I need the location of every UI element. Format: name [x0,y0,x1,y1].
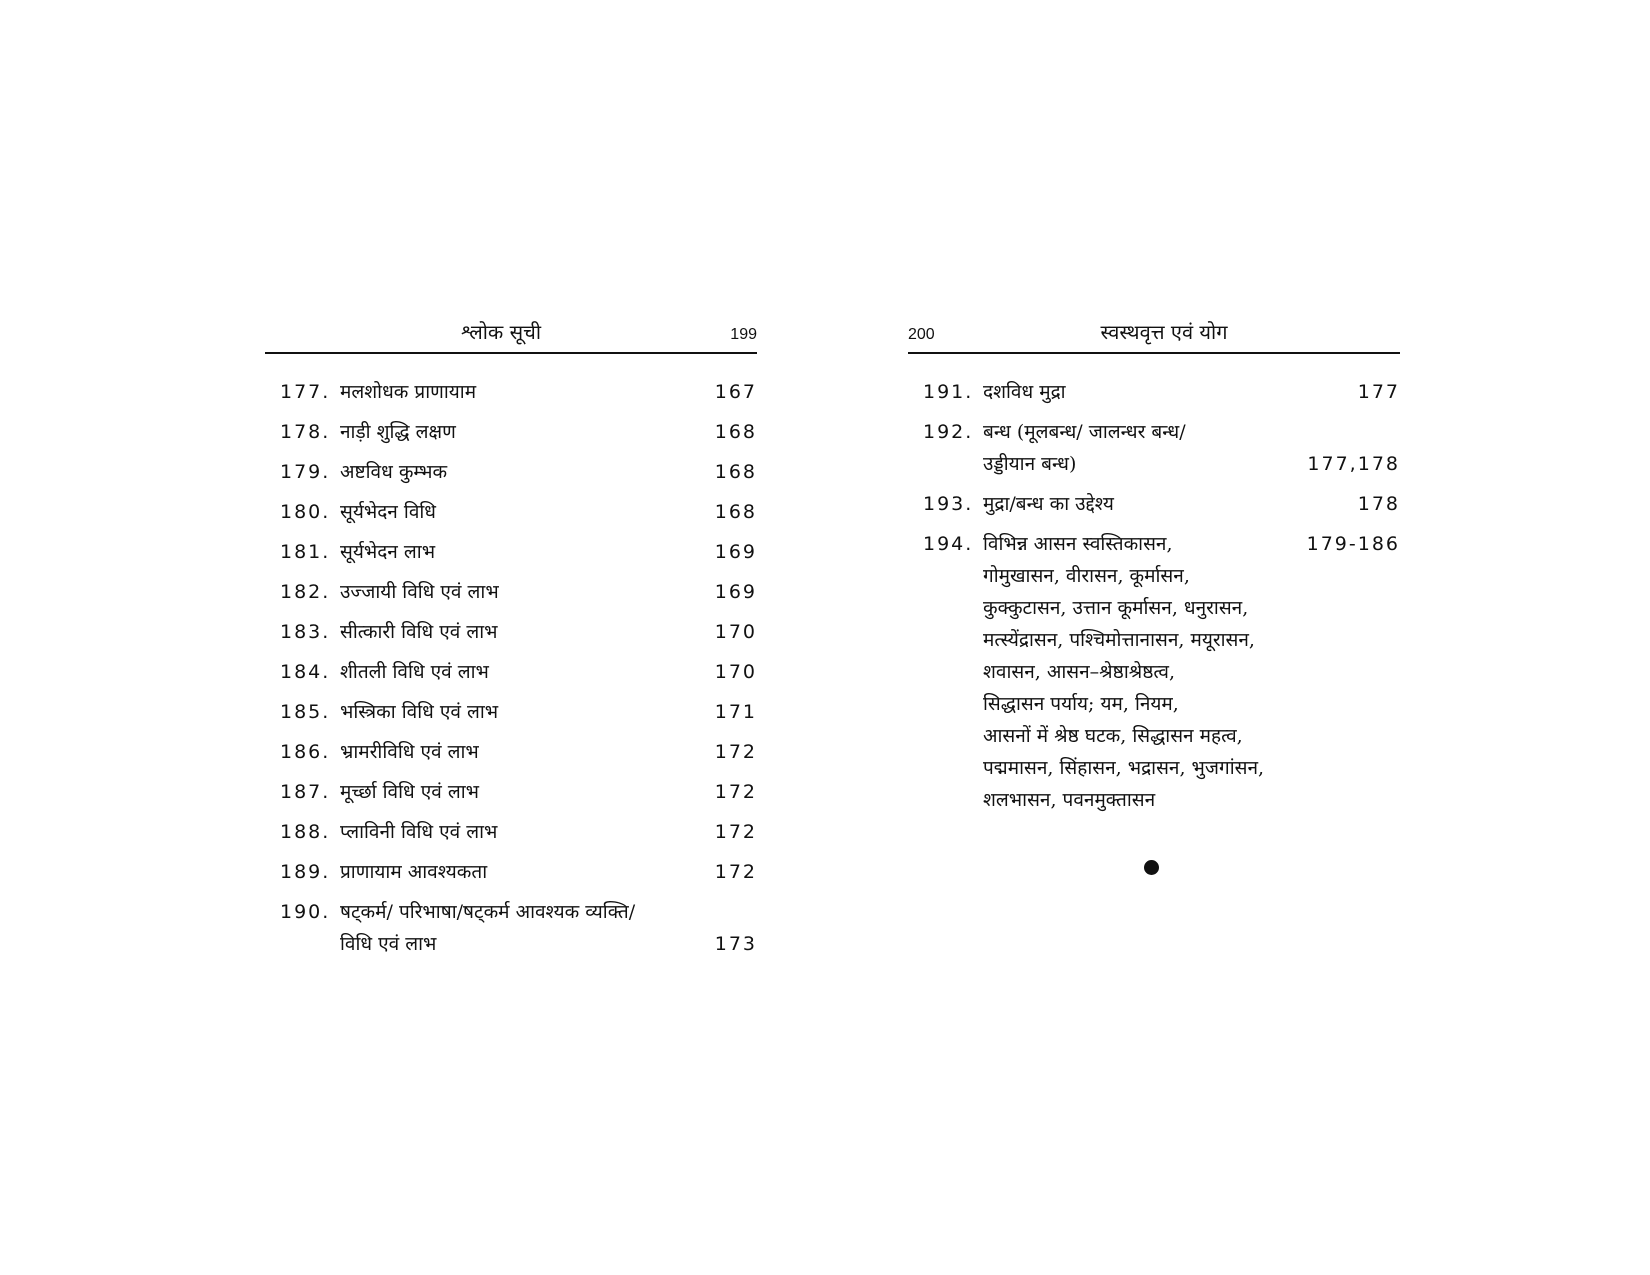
entry-title-line: नाड़ी शुद्धि लक्षण [340,421,456,443]
entry-number: 184. [280,661,331,683]
index-entry [265,656,757,688]
entry-title-line: शलभासन, पवनमुक्तासन [983,789,1156,811]
entry-number: 189. [280,861,331,883]
index-entry [908,488,1400,520]
entry-page-ref: 172 [714,781,757,803]
entry-title [340,696,687,728]
entry-page-ref: 168 [714,461,757,483]
entry-page-ref: 167 [714,381,757,403]
entry-number: 194. [923,533,974,555]
entry-number: 185. [280,701,331,723]
entry-title [340,896,687,960]
entry-title [983,376,1330,408]
entry-number: 180. [280,501,331,523]
entry-page-ref: 173 [714,933,757,955]
entry-title-line: सिद्धासन पर्याय; यम, नियम, [983,693,1179,715]
entry-title-line: कुक्कुटासन, उत्तान कूर्मासन, धनुरासन, [983,597,1249,619]
entry-title-line: भस्त्रिका विधि एवं लाभ [340,701,499,723]
index-entry [265,856,757,888]
index-entry [265,496,757,528]
entry-number: 183. [280,621,331,643]
entry-title-line: प्राणायाम आवश्यकता [340,861,488,883]
index-entry [265,776,757,808]
right-page-header [908,318,1400,354]
entry-title [983,488,1330,520]
entry-title-line: सूर्यभेदन लाभ [340,541,436,563]
entry-title [340,576,687,608]
entry-title [340,536,687,568]
entry-title [340,376,687,408]
entry-title-line: शवासन, आसन–श्रेष्ठाश्रेष्ठत्व, [983,661,1176,683]
entry-title-line: विधि एवं लाभ [340,933,437,955]
left-page-title: श्लोक सूची [460,320,542,344]
entry-number: 188. [280,821,331,843]
entry-number: 177. [280,381,331,403]
entry-title-line: प्लाविनी विधि एवं लाभ [340,821,498,843]
right-page-number: 200 [908,326,935,343]
entry-number: 191. [923,381,974,403]
index-entry [265,736,757,768]
entry-title [340,496,687,528]
left-page [265,318,757,968]
entry-title-line: मत्स्येंद्रासन, पश्चिमोत्तानासन, मयूरासन, [983,629,1255,651]
index-entry [908,376,1400,408]
end-bullet-icon [1144,860,1159,875]
entry-number: 178. [280,421,331,443]
entry-title-line: अष्टविध कुम्भक [340,461,448,483]
entry-title [340,856,687,888]
entry-page-ref: 171 [714,701,757,723]
entry-title-line: भ्रामरीविधि एवं लाभ [340,741,479,763]
entry-page-ref: 169 [714,581,757,603]
entry-title-line: मूर्च्छा विधि एवं लाभ [340,781,480,803]
index-entry [265,616,757,648]
entry-number: 181. [280,541,331,563]
entry-title [340,736,687,768]
index-entry [908,416,1400,480]
entry-title [983,416,1307,480]
left-page-header [265,318,757,354]
entry-title-line: आसनों में श्रेष्ठ घटक, सिद्धासन महत्व, [983,725,1243,747]
index-entry [265,816,757,848]
entry-title [340,416,687,448]
entry-number: 187. [280,781,331,803]
index-entry [265,576,757,608]
entry-title-line: गोमुखासन, वीरासन, कूर्मासन, [983,565,1190,587]
index-entry [265,376,757,408]
left-page-number: 199 [730,326,757,343]
entry-page-ref: 170 [714,661,757,683]
entry-page-ref: 177,178 [1307,453,1400,475]
index-entry [265,896,757,960]
entry-number: 186. [280,741,331,763]
entry-title [983,528,1307,816]
entry-number: 182. [280,581,331,603]
entry-page-ref: 172 [714,861,757,883]
entry-page-ref: 170 [714,621,757,643]
entry-title-line: षट्कर्म/ परिभाषा/षट्कर्म आवश्यक व्यक्ति/ [340,901,636,923]
right-index-list [908,376,1400,816]
entry-number: 190. [280,901,331,923]
left-index-list [265,376,757,960]
index-entry [908,528,1400,816]
right-page-title: स्वस्थवृत्त एवं योग [1100,320,1228,344]
entry-title [340,816,687,848]
entry-number: 179. [280,461,331,483]
entry-title-line: सूर्यभेदन विधि [340,501,436,523]
entry-title-line: उड्डीयान बन्ध) [983,453,1077,475]
entry-page-ref: 172 [714,821,757,843]
entry-title [340,776,687,808]
entry-page-ref: 172 [714,741,757,763]
entry-page-ref: 178 [1357,493,1400,515]
entry-page-ref: 177 [1357,381,1400,403]
entry-title [340,656,687,688]
entry-title [340,456,687,488]
entry-title-line: मुद्रा/बन्ध का उद्देश्य [983,493,1114,515]
entry-title-line: उज्जायी विधि एवं लाभ [340,581,499,603]
entry-number: 192. [923,421,974,443]
entry-page-ref: 169 [714,541,757,563]
entry-title-line: विभिन्न आसन स्वस्तिकासन, [983,533,1173,555]
entry-title-line: मलशोधक प्राणायाम [340,381,477,403]
entry-title [340,616,687,648]
index-entry [265,696,757,728]
entry-page-ref: 168 [714,421,757,443]
entry-title-line: शीतली विधि एवं लाभ [340,661,489,683]
index-entry [265,416,757,448]
index-entry [265,456,757,488]
index-entry [265,536,757,568]
entry-title-line: बन्ध (मूलबन्ध/ जालन्धर बन्ध/ [983,421,1186,443]
entry-page-ref: 168 [714,501,757,523]
entry-number: 193. [923,493,974,515]
entry-title-line: सीत्कारी विधि एवं लाभ [340,621,498,643]
entry-page-ref: 179-186 [1306,533,1400,555]
entry-title-line: पद्ममासन, सिंहासन, भद्रासन, भुजगांसन, [983,757,1265,779]
right-page [908,318,1400,824]
entry-title-line: दशविध मुद्रा [983,381,1066,403]
